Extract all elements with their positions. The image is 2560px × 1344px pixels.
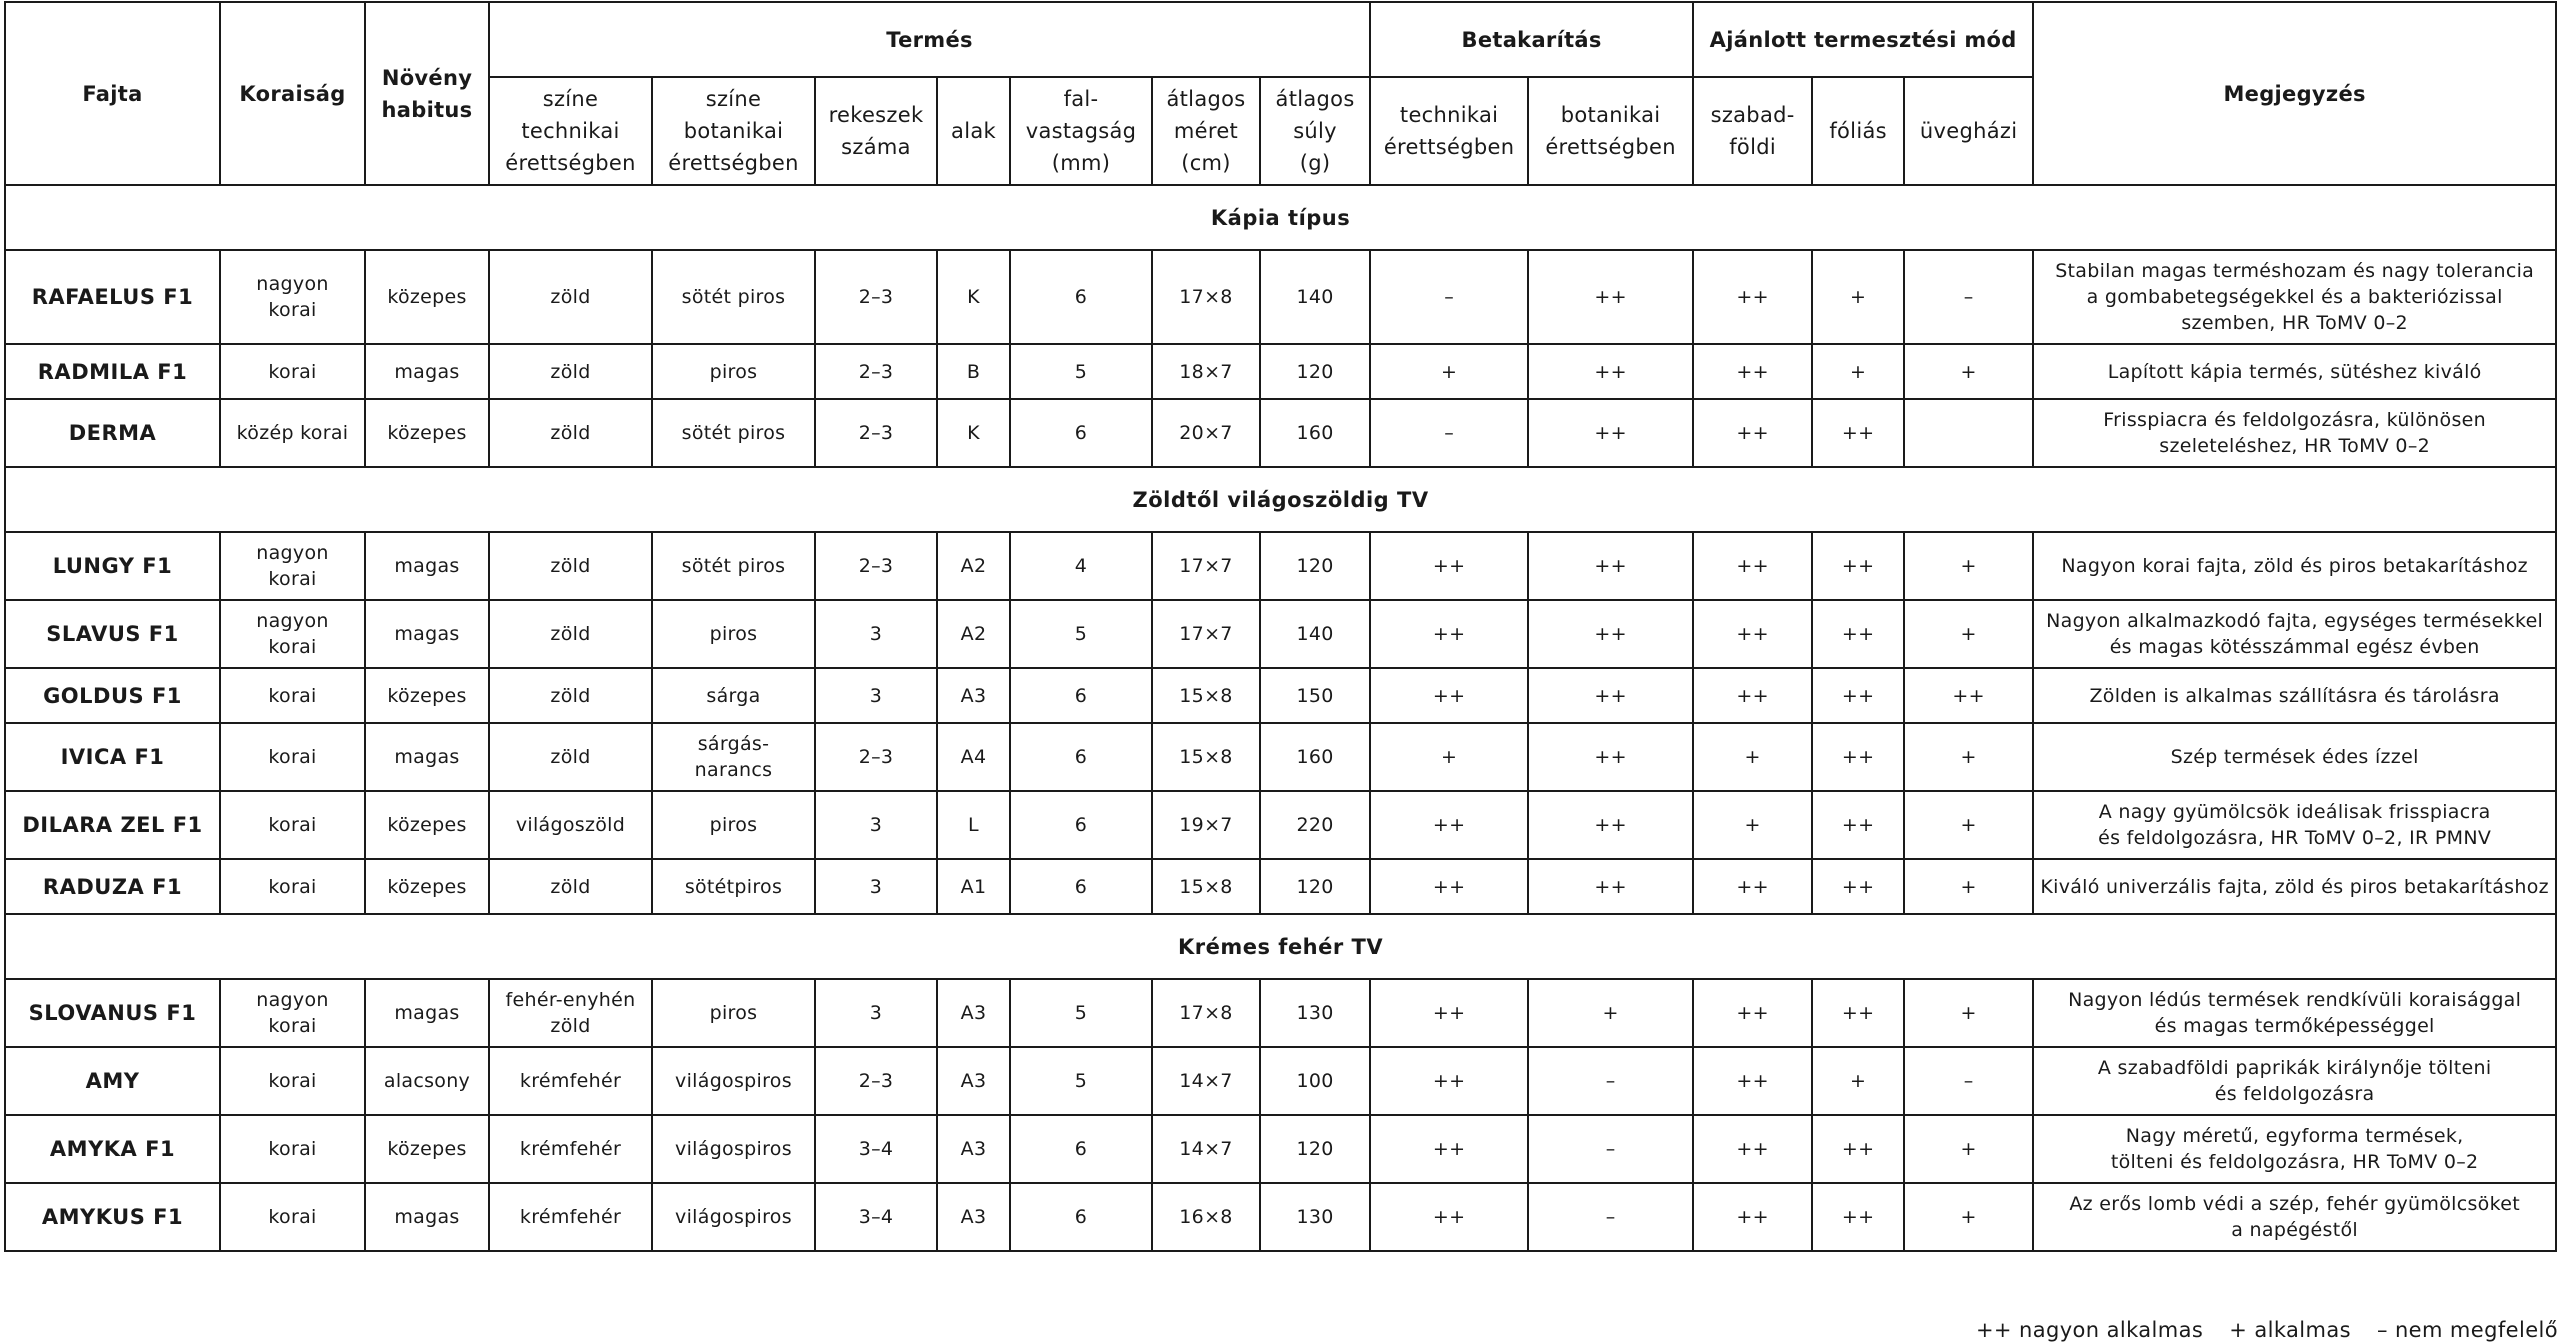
cell-megjegyzes: Lapított kápia termés, sütéshez kiváló <box>2033 344 2556 399</box>
cell-folias: ++ <box>1812 859 1904 914</box>
cell-bet-technikai: ++ <box>1370 791 1528 859</box>
cell-rekeszek: 3 <box>815 668 937 723</box>
section-row <box>5 185 2556 250</box>
cell-megjegyzes: Az erős lomb védi a szép, fehér gyümölcsöket a napégéstől <box>2033 1183 2556 1251</box>
cell-atlagos-suly: 120 <box>1260 532 1370 600</box>
cell-uveghazi: + <box>1904 859 2033 914</box>
cell-atlagos-suly: 150 <box>1260 668 1370 723</box>
cell-szabadfoldi: ++ <box>1693 979 1812 1047</box>
cell-folias: ++ <box>1812 979 1904 1047</box>
table-body <box>5 185 2556 1251</box>
cell-uveghazi: + <box>1904 532 2033 600</box>
cell-uveghazi: + <box>1904 1183 2033 1251</box>
cell-atlagos-meret: 17×8 <box>1152 979 1260 1047</box>
cell-szine-botanikai: sötét piros <box>652 532 815 600</box>
cell-bet-botanikai: ++ <box>1528 250 1693 344</box>
cell-habitus: magas <box>365 979 489 1047</box>
cell-szine-technikai: krémfehér <box>489 1047 652 1115</box>
cell-megjegyzes: Szép termések édes ízzel <box>2033 723 2556 791</box>
table-row <box>5 399 2556 467</box>
cell-rekeszek: 2–3 <box>815 399 937 467</box>
table-row <box>5 723 2556 791</box>
cell-megjegyzes: Stabilan magas terméshozam és nagy tolerancia a gombabetegségekkel és a bakteriózissal szemben, HR ToMV 0–2 <box>2033 250 2556 344</box>
cell-falvastagsag: 4 <box>1010 532 1152 600</box>
cell-atlagos-suly: 140 <box>1260 600 1370 668</box>
cell-uveghazi: + <box>1904 600 2033 668</box>
cell-megjegyzes: Nagy méretű, egyforma termések, tölteni és feldolgozásra, HR ToMV 0–2 <box>2033 1115 2556 1183</box>
table-row <box>5 1183 2556 1251</box>
cell-fajta: LUNGY F1 <box>5 532 220 600</box>
cell-habitus: magas <box>365 600 489 668</box>
cell-fajta: RADUZA F1 <box>5 859 220 914</box>
cell-szabadfoldi: ++ <box>1693 250 1812 344</box>
legend-very-suitable: ++ nagyon alkalmas <box>1975 1318 2204 1342</box>
cell-koraisag: korai <box>220 344 365 399</box>
cell-folias: ++ <box>1812 791 1904 859</box>
header-bet-botanikai: botanikai érettségben <box>1528 77 1693 185</box>
header-betakaritas: Betakarítás <box>1370 2 1693 77</box>
cell-rekeszek: 3–4 <box>815 1183 937 1251</box>
cell-rekeszek: 3 <box>815 859 937 914</box>
cell-falvastagsag: 5 <box>1010 600 1152 668</box>
cell-folias: ++ <box>1812 1115 1904 1183</box>
cell-bet-technikai: + <box>1370 344 1528 399</box>
cell-habitus: magas <box>365 1183 489 1251</box>
cell-bet-botanikai: ++ <box>1528 859 1693 914</box>
cell-uveghazi: + <box>1904 791 2033 859</box>
cell-koraisag: korai <box>220 1183 365 1251</box>
cell-bet-botanikai: – <box>1528 1047 1693 1115</box>
cell-szine-botanikai: sötét piros <box>652 399 815 467</box>
cell-folias: ++ <box>1812 1183 1904 1251</box>
cell-fajta: IVICA F1 <box>5 723 220 791</box>
cell-szabadfoldi: + <box>1693 723 1812 791</box>
cell-fajta: DERMA <box>5 399 220 467</box>
cell-bet-technikai: ++ <box>1370 600 1528 668</box>
cell-falvastagsag: 6 <box>1010 723 1152 791</box>
cell-szabadfoldi: ++ <box>1693 859 1812 914</box>
cell-szine-technikai: krémfehér <box>489 1115 652 1183</box>
cell-atlagos-meret: 17×7 <box>1152 600 1260 668</box>
cell-habitus: közepes <box>365 399 489 467</box>
cell-folias: ++ <box>1812 723 1904 791</box>
header-rekeszek: rekeszek száma <box>815 77 937 185</box>
header-koraisag: Koraiság <box>220 2 365 185</box>
cell-atlagos-suly: 130 <box>1260 1183 1370 1251</box>
cell-megjegyzes: A nagy gyümölcsök ideálisak frisspiacra és feldolgozásra, HR ToMV 0–2, IR PMNV <box>2033 791 2556 859</box>
table-row <box>5 979 2556 1047</box>
cell-bet-technikai: – <box>1370 399 1528 467</box>
cell-szabadfoldi: ++ <box>1693 1115 1812 1183</box>
cell-alak: A1 <box>937 859 1010 914</box>
cell-szine-botanikai: sötét piros <box>652 250 815 344</box>
table-row <box>5 344 2556 399</box>
header-falvastagsag: fal- vastagság (mm) <box>1010 77 1152 185</box>
cell-bet-technikai: ++ <box>1370 1047 1528 1115</box>
cell-uveghazi <box>1904 399 2033 467</box>
header-szabadfoldi: szabad- földi <box>1693 77 1812 185</box>
cell-szine-technikai: zöld <box>489 859 652 914</box>
cell-falvastagsag: 6 <box>1010 1115 1152 1183</box>
cell-atlagos-suly: 130 <box>1260 979 1370 1047</box>
cell-folias: + <box>1812 344 1904 399</box>
cell-szabadfoldi: ++ <box>1693 532 1812 600</box>
cell-szine-technikai: zöld <box>489 344 652 399</box>
cell-atlagos-meret: 15×8 <box>1152 668 1260 723</box>
cell-atlagos-meret: 17×7 <box>1152 532 1260 600</box>
cell-alak: A3 <box>937 979 1010 1047</box>
cell-megjegyzes: A szabadföldi paprikák királynője tölteni és feldolgozásra <box>2033 1047 2556 1115</box>
header-termes: Termés <box>489 2 1370 77</box>
cell-szine-technikai: zöld <box>489 399 652 467</box>
cell-bet-botanikai: – <box>1528 1115 1693 1183</box>
cell-atlagos-suly: 160 <box>1260 723 1370 791</box>
cell-szine-technikai: fehér-enyhén zöld <box>489 979 652 1047</box>
cell-bet-botanikai: ++ <box>1528 532 1693 600</box>
section-row <box>5 914 2556 979</box>
cell-szabadfoldi: ++ <box>1693 1047 1812 1115</box>
cell-alak: K <box>937 250 1010 344</box>
cell-bet-technikai: ++ <box>1370 1183 1528 1251</box>
cell-falvastagsag: 5 <box>1010 1047 1152 1115</box>
cell-atlagos-meret: 14×7 <box>1152 1047 1260 1115</box>
cell-uveghazi: + <box>1904 344 2033 399</box>
cell-fajta: RADMILA F1 <box>5 344 220 399</box>
cell-folias: ++ <box>1812 668 1904 723</box>
cell-szine-technikai: krémfehér <box>489 1183 652 1251</box>
table-row <box>5 1115 2556 1183</box>
cell-rekeszek: 2–3 <box>815 250 937 344</box>
cell-szine-botanikai: világospiros <box>652 1115 815 1183</box>
section-title: Krémes fehér TV <box>5 914 2556 979</box>
cell-szine-technikai: zöld <box>489 250 652 344</box>
cell-falvastagsag: 6 <box>1010 250 1152 344</box>
cell-folias: + <box>1812 250 1904 344</box>
cell-szine-botanikai: sárgás- narancs <box>652 723 815 791</box>
cell-szabadfoldi: + <box>1693 791 1812 859</box>
cell-atlagos-meret: 20×7 <box>1152 399 1260 467</box>
cell-koraisag: nagyon korai <box>220 250 365 344</box>
cell-atlagos-meret: 17×8 <box>1152 250 1260 344</box>
cell-bet-botanikai: ++ <box>1528 600 1693 668</box>
header-folias: fóliás <box>1812 77 1904 185</box>
cell-atlagos-suly: 140 <box>1260 250 1370 344</box>
cell-bet-botanikai: – <box>1528 1183 1693 1251</box>
cell-megjegyzes: Zölden is alkalmas szállításra és tárolásra <box>2033 668 2556 723</box>
header-bet-technikai: technikai érettségben <box>1370 77 1528 185</box>
cell-habitus: közepes <box>365 250 489 344</box>
cell-atlagos-meret: 14×7 <box>1152 1115 1260 1183</box>
cell-falvastagsag: 6 <box>1010 668 1152 723</box>
cell-bet-technikai: ++ <box>1370 532 1528 600</box>
cell-rekeszek: 3 <box>815 979 937 1047</box>
cell-bet-botanikai: ++ <box>1528 723 1693 791</box>
cell-falvastagsag: 6 <box>1010 1183 1152 1251</box>
header-habitus: Növény habitus <box>365 2 489 185</box>
cell-megjegyzes: Nagyon korai fajta, zöld és piros betakarításhoz <box>2033 532 2556 600</box>
pepper-variety-table <box>4 1 2557 1252</box>
cell-uveghazi: + <box>1904 1115 2033 1183</box>
cell-koraisag: nagyon korai <box>220 532 365 600</box>
cell-atlagos-suly: 120 <box>1260 859 1370 914</box>
cell-falvastagsag: 6 <box>1010 791 1152 859</box>
cell-koraisag: korai <box>220 859 365 914</box>
table-row <box>5 791 2556 859</box>
cell-fajta: AMYKUS F1 <box>5 1183 220 1251</box>
cell-alak: A3 <box>937 668 1010 723</box>
section-title: Kápia típus <box>5 185 2556 250</box>
cell-szine-botanikai: piros <box>652 979 815 1047</box>
cell-szine-technikai: világoszöld <box>489 791 652 859</box>
cell-habitus: magas <box>365 723 489 791</box>
cell-falvastagsag: 6 <box>1010 399 1152 467</box>
cell-fajta: AMYKA F1 <box>5 1115 220 1183</box>
cell-habitus: magas <box>365 344 489 399</box>
cell-atlagos-suly: 100 <box>1260 1047 1370 1115</box>
cell-folias: + <box>1812 1047 1904 1115</box>
header-atlagos-suly: átlagos súly (g) <box>1260 77 1370 185</box>
cell-atlagos-suly: 220 <box>1260 791 1370 859</box>
cell-atlagos-suly: 120 <box>1260 344 1370 399</box>
cell-bet-technikai: + <box>1370 723 1528 791</box>
table-row <box>5 250 2556 344</box>
cell-alak: A3 <box>937 1115 1010 1183</box>
cell-atlagos-meret: 15×8 <box>1152 723 1260 791</box>
cell-alak: K <box>937 399 1010 467</box>
cell-szine-botanikai: világospiros <box>652 1047 815 1115</box>
cell-fajta: RAFAELUS F1 <box>5 250 220 344</box>
cell-koraisag: korai <box>220 668 365 723</box>
cell-fajta: AMY <box>5 1047 220 1115</box>
section-row <box>5 467 2556 532</box>
cell-uveghazi: – <box>1904 1047 2033 1115</box>
cell-bet-technikai: ++ <box>1370 668 1528 723</box>
cell-szine-botanikai: piros <box>652 791 815 859</box>
header-atlagos-meret: átlagos méret (cm) <box>1152 77 1260 185</box>
cell-atlagos-meret: 18×7 <box>1152 344 1260 399</box>
cell-bet-botanikai: ++ <box>1528 399 1693 467</box>
table-row <box>5 600 2556 668</box>
cell-rekeszek: 2–3 <box>815 532 937 600</box>
cell-bet-technikai: ++ <box>1370 979 1528 1047</box>
cell-fajta: SLAVUS F1 <box>5 600 220 668</box>
header-fajta: Fajta <box>5 2 220 185</box>
cell-folias: ++ <box>1812 600 1904 668</box>
cell-falvastagsag: 6 <box>1010 859 1152 914</box>
cell-alak: A3 <box>937 1183 1010 1251</box>
section-title: Zöldtől világoszöldig TV <box>5 467 2556 532</box>
cell-bet-botanikai: ++ <box>1528 791 1693 859</box>
cell-atlagos-meret: 16×8 <box>1152 1183 1260 1251</box>
cell-atlagos-suly: 120 <box>1260 1115 1370 1183</box>
cell-szine-botanikai: piros <box>652 344 815 399</box>
cell-koraisag: korai <box>220 1047 365 1115</box>
cell-szabadfoldi: ++ <box>1693 600 1812 668</box>
legend-unsuitable: – nem megfelelő <box>2377 1318 2558 1342</box>
cell-bet-botanikai: ++ <box>1528 668 1693 723</box>
table-row <box>5 532 2556 600</box>
cell-alak: B <box>937 344 1010 399</box>
cell-megjegyzes: Nagyon lédús termések rendkívüli koraisággal és magas termőképességgel <box>2033 979 2556 1047</box>
header-szine-technikai: színe technikai érettségben <box>489 77 652 185</box>
cell-szine-botanikai: sárga <box>652 668 815 723</box>
cell-fajta: GOLDUS F1 <box>5 668 220 723</box>
cell-habitus: közepes <box>365 668 489 723</box>
cell-koraisag: korai <box>220 1115 365 1183</box>
header-alak: alak <box>937 77 1010 185</box>
legend <box>1950 1318 2558 1342</box>
cell-szabadfoldi: ++ <box>1693 668 1812 723</box>
table-header <box>5 2 2556 185</box>
cell-fajta: DILARA ZEL F1 <box>5 791 220 859</box>
cell-rekeszek: 2–3 <box>815 344 937 399</box>
cell-szine-technikai: zöld <box>489 668 652 723</box>
cell-bet-technikai: ++ <box>1370 1115 1528 1183</box>
cell-koraisag: nagyon korai <box>220 979 365 1047</box>
cell-szine-botanikai: világospiros <box>652 1183 815 1251</box>
cell-habitus: közepes <box>365 1115 489 1183</box>
cell-folias: ++ <box>1812 532 1904 600</box>
legend-suitable: + alkalmas <box>2229 1318 2351 1342</box>
cell-szine-botanikai: sötétpiros <box>652 859 815 914</box>
cell-rekeszek: 3 <box>815 600 937 668</box>
cell-atlagos-meret: 19×7 <box>1152 791 1260 859</box>
cell-koraisag: nagyon korai <box>220 600 365 668</box>
header-uveghazi: üvegházi <box>1904 77 2033 185</box>
cell-falvastagsag: 5 <box>1010 979 1152 1047</box>
cell-szine-technikai: zöld <box>489 532 652 600</box>
cell-habitus: alacsony <box>365 1047 489 1115</box>
cell-megjegyzes: Frisspiacra és feldolgozásra, különösen szeleteléshez, HR ToMV 0–2 <box>2033 399 2556 467</box>
cell-atlagos-suly: 160 <box>1260 399 1370 467</box>
cell-szine-technikai: zöld <box>489 600 652 668</box>
table-row <box>5 668 2556 723</box>
header-ajanlott: Ajánlott termesztési mód <box>1693 2 2033 77</box>
cell-habitus: magas <box>365 532 489 600</box>
cell-koraisag: korai <box>220 723 365 791</box>
cell-koraisag: közép korai <box>220 399 365 467</box>
cell-bet-botanikai: ++ <box>1528 344 1693 399</box>
cell-rekeszek: 2–3 <box>815 1047 937 1115</box>
cell-folias: ++ <box>1812 399 1904 467</box>
cell-megjegyzes: Nagyon alkalmazkodó fajta, egységes termésekkel és magas kötésszámmal egész évben <box>2033 600 2556 668</box>
header-szine-botanikai: színe botanikai érettségben <box>652 77 815 185</box>
cell-rekeszek: 3 <box>815 791 937 859</box>
cell-alak: A2 <box>937 532 1010 600</box>
cell-habitus: közepes <box>365 859 489 914</box>
cell-megjegyzes: Kiváló univerzális fajta, zöld és piros betakarításhoz <box>2033 859 2556 914</box>
cell-uveghazi: + <box>1904 723 2033 791</box>
cell-fajta: SLOVANUS F1 <box>5 979 220 1047</box>
table-row <box>5 859 2556 914</box>
cell-falvastagsag: 5 <box>1010 344 1152 399</box>
cell-bet-technikai: ++ <box>1370 859 1528 914</box>
cell-alak: L <box>937 791 1010 859</box>
cell-atlagos-meret: 15×8 <box>1152 859 1260 914</box>
cell-bet-botanikai: + <box>1528 979 1693 1047</box>
cell-uveghazi: ++ <box>1904 668 2033 723</box>
cell-szine-technikai: zöld <box>489 723 652 791</box>
cell-uveghazi: + <box>1904 979 2033 1047</box>
cell-szabadfoldi: ++ <box>1693 344 1812 399</box>
cell-habitus: közepes <box>365 791 489 859</box>
cell-rekeszek: 3–4 <box>815 1115 937 1183</box>
cell-alak: A4 <box>937 723 1010 791</box>
cell-uveghazi: – <box>1904 250 2033 344</box>
cell-alak: A3 <box>937 1047 1010 1115</box>
cell-szabadfoldi: ++ <box>1693 399 1812 467</box>
cell-alak: A2 <box>937 600 1010 668</box>
cell-szabadfoldi: ++ <box>1693 1183 1812 1251</box>
table-row <box>5 1047 2556 1115</box>
cell-szine-botanikai: piros <box>652 600 815 668</box>
cell-rekeszek: 2–3 <box>815 723 937 791</box>
cell-koraisag: korai <box>220 791 365 859</box>
cell-bet-technikai: – <box>1370 250 1528 344</box>
header-megjegyzes: Megjegyzés <box>2033 2 2556 185</box>
